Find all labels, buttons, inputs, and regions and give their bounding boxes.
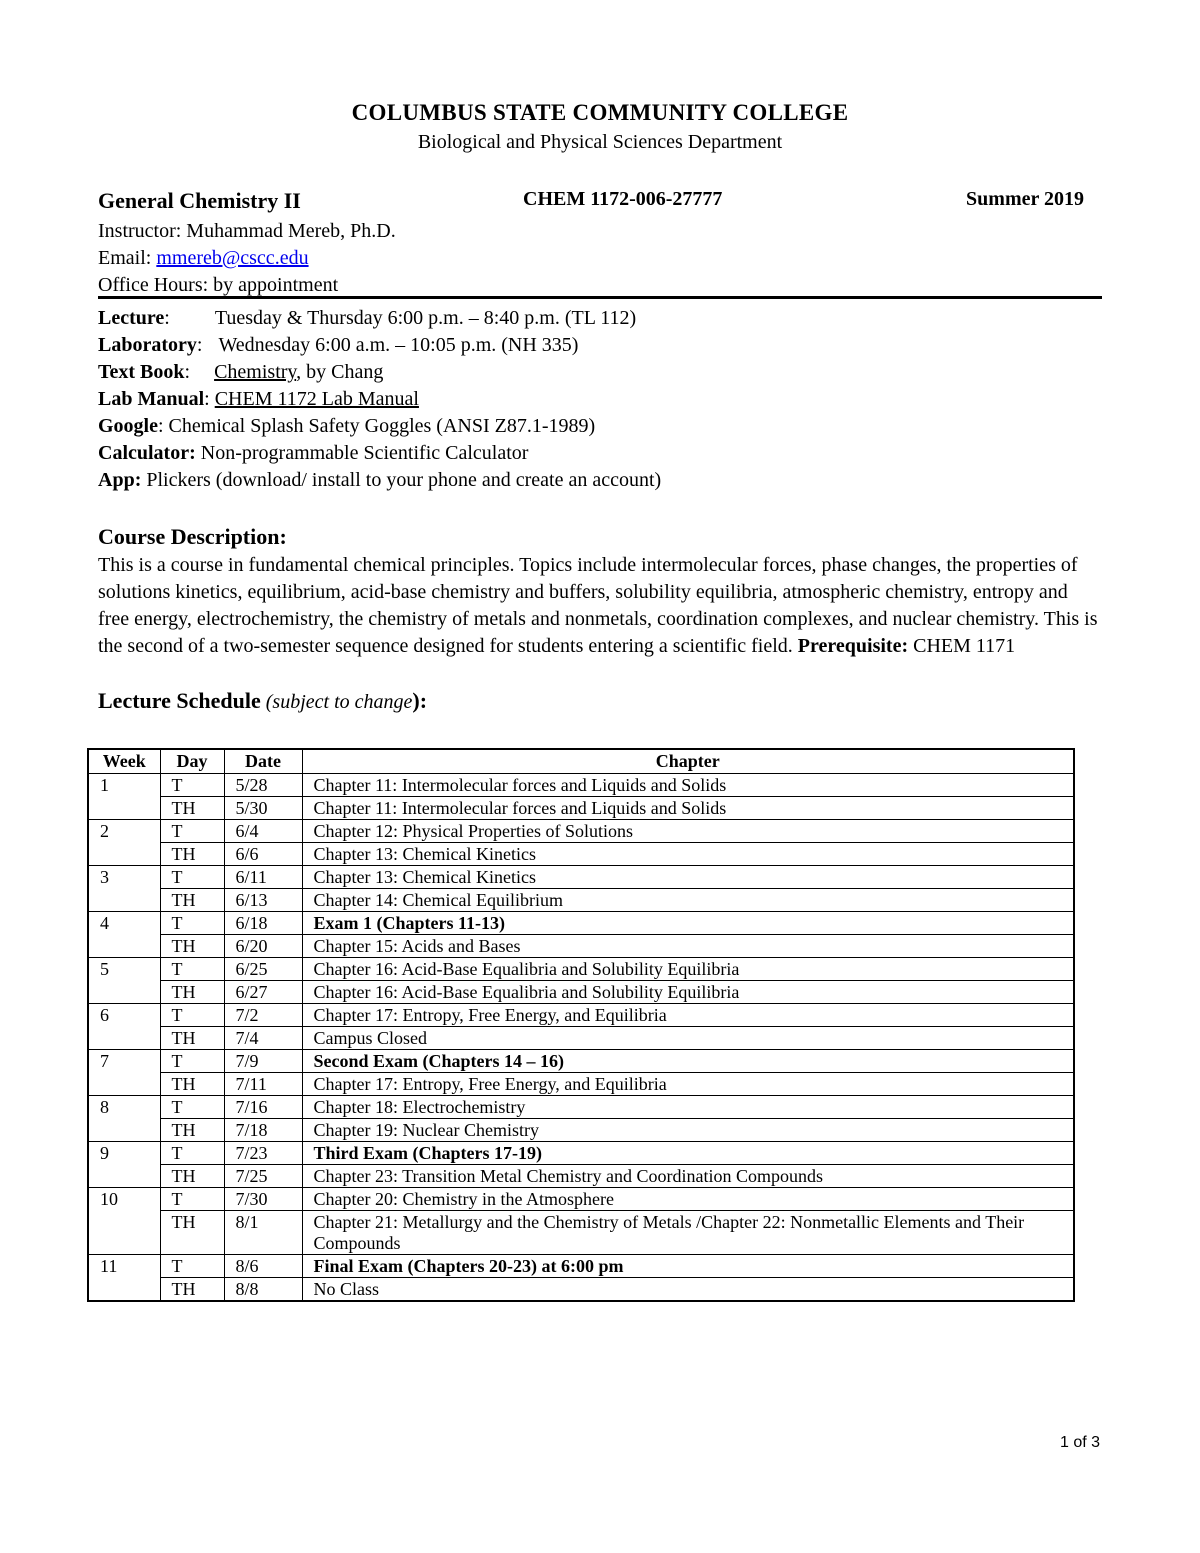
week-cell (88, 935, 160, 958)
week-cell: 8 (88, 1096, 160, 1119)
table-row (88, 1255, 1074, 1278)
textbook-label: Text Book (98, 361, 185, 383)
google-label: Google (98, 415, 158, 437)
lab-manual-sep: : (204, 388, 215, 410)
lecture-value: Tuesday & Thursday 6:00 p.m. – 8:40 p.m. (TL 112) (214, 307, 637, 329)
email-link[interactable]: mmereb@cscc.edu (156, 247, 309, 269)
day-cell: T (160, 1004, 224, 1027)
week-cell: 3 (88, 866, 160, 889)
schedule-title: Lecture Schedule (98, 688, 261, 713)
date-cell: 7/2 (224, 1004, 302, 1027)
week-cell: 6 (88, 1004, 160, 1027)
app-label: App: (98, 469, 142, 491)
day-cell: TH (160, 889, 224, 912)
day-cell: T (160, 774, 224, 797)
date-cell: 6/6 (224, 843, 302, 866)
chapter-cell: Chapter 19: Nuclear Chemistry (302, 1119, 1074, 1142)
table-header-row (88, 749, 1074, 774)
chapter-cell: Chapter 16: Acid-Base Equalibria and Solubility Equilibria (302, 981, 1074, 1004)
course-description-heading: Course Description: (98, 524, 287, 549)
day-cell: TH (160, 843, 224, 866)
week-cell (88, 1073, 160, 1096)
chapter-cell: Chapter 15: Acids and Bases (302, 935, 1074, 958)
day-cell: T (160, 912, 224, 935)
chapter-cell: Chapter 12: Physical Properties of Solutions (302, 820, 1074, 843)
google-value: : Chemical Splash Safety Goggles (ANSI Z87.1-1989) (158, 415, 596, 437)
lab-manual-label: Lab Manual (98, 388, 205, 410)
date-cell: 6/13 (224, 889, 302, 912)
week-cell (88, 843, 160, 866)
college-name: COLUMBUS STATE COMMUNITY COLLEGE (351, 100, 849, 125)
table-row (88, 1211, 1074, 1255)
header-week: Week (88, 749, 160, 774)
chapter-cell: Chapter 17: Entropy, Free Energy, and Equilibria (302, 1073, 1074, 1096)
table-row (88, 889, 1074, 912)
table-row (88, 1050, 1074, 1073)
date-cell: 7/9 (224, 1050, 302, 1073)
google-line (98, 413, 595, 440)
description-body: This is a course in fundamental chemical principles. Topics include intermolecular forces, phase changes, the properties of solutions kinetics, equilibrium, acid-base chemistry and buffers, solubility equilibria, atmospheric chemistry, entropy and free energy, electrochemistry, the chemistry of metals and nonmetals, coordination complexes, and nuclear chemistry. This is the second of a two-semester sequence designed for students entering a scientific field. (98, 554, 1098, 657)
date-cell: 5/30 (224, 797, 302, 820)
chapter-cell: Chapter 13: Chemical Kinetics (302, 843, 1074, 866)
table-row (88, 1004, 1074, 1027)
chapter-cell: Chapter 21: Metallurgy and the Chemistry of Metals /Chapter 22: Nonmetallic Elements and Their Compounds (302, 1211, 1074, 1255)
day-cell: TH (160, 1211, 224, 1255)
lecture-schedule-table (87, 748, 1075, 1302)
textbook-line (98, 359, 383, 386)
chapter-cell: Chapter 11: Intermolecular forces and Liquids and Solids (302, 797, 1074, 820)
day-cell: TH (160, 1278, 224, 1302)
week-cell: 1 (88, 774, 160, 797)
date-cell: 5/28 (224, 774, 302, 797)
chapter-cell: Chapter 23: Transition Metal Chemistry and Coordination Compounds (302, 1165, 1074, 1188)
chapter-cell: Second Exam (Chapters 14 – 16) (302, 1050, 1074, 1073)
day-cell: TH (160, 1165, 224, 1188)
table-row (88, 1027, 1074, 1050)
course-description-text (98, 552, 1098, 660)
schedule-body (88, 774, 1074, 1302)
week-cell (88, 1165, 160, 1188)
table-row (88, 866, 1074, 889)
department-name: Biological and Physical Sciences Department (417, 131, 783, 153)
day-cell: T (160, 1255, 224, 1278)
table-row (88, 797, 1074, 820)
course-title: General Chemistry II (98, 188, 301, 213)
schedule-note-open: ( (260, 691, 273, 713)
course-term: Summer 2019 (966, 188, 1084, 210)
lab-label: Laboratory (98, 334, 197, 356)
week-cell (88, 1211, 160, 1255)
app-value: Plickers (download/ install to your phone and create an account) (141, 469, 662, 491)
date-cell: 8/8 (224, 1278, 302, 1302)
schedule-note: subject to change (272, 691, 413, 713)
header-day: Day (160, 749, 224, 774)
week-cell: 7 (88, 1050, 160, 1073)
instructor-line: Instructor: Muhammad Mereb, Ph.D. (98, 220, 396, 242)
day-cell: TH (160, 981, 224, 1004)
lab-manual-value: CHEM 1172 Lab Manual (214, 388, 419, 410)
table-row (88, 1073, 1074, 1096)
date-cell: 7/11 (224, 1073, 302, 1096)
header-chapter: Chapter (302, 749, 1074, 774)
chapter-cell: Chapter 11: Intermolecular forces and Liquids and Solids (302, 774, 1074, 797)
table-row (88, 1119, 1074, 1142)
day-cell: T (160, 1142, 224, 1165)
date-cell: 6/25 (224, 958, 302, 981)
day-cell: TH (160, 1119, 224, 1142)
week-cell: 2 (88, 820, 160, 843)
header-date: Date (224, 749, 302, 774)
app-line (98, 467, 661, 494)
calculator-label: Calculator: (98, 442, 196, 464)
day-cell: TH (160, 1073, 224, 1096)
textbook-title: Chemistry (214, 361, 297, 383)
week-cell: 4 (88, 912, 160, 935)
week-cell (88, 889, 160, 912)
textbook-sep: : (184, 361, 191, 383)
table-row (88, 1165, 1074, 1188)
lab-value: Wednesday 6:00 a.m. – 10:05 p.m. (NH 335) (218, 334, 579, 356)
table-row (88, 912, 1074, 935)
day-cell: T (160, 1096, 224, 1119)
date-cell: 8/6 (224, 1255, 302, 1278)
date-cell: 6/18 (224, 912, 302, 935)
date-cell: 7/25 (224, 1165, 302, 1188)
email-line (98, 245, 309, 271)
textbook-author: , by Chang (296, 361, 384, 383)
lecture-schedule-heading (98, 688, 427, 714)
lecture-line (98, 305, 636, 332)
day-cell: TH (160, 797, 224, 820)
week-cell (88, 1119, 160, 1142)
chapter-cell: Third Exam (Chapters 17-19) (302, 1142, 1074, 1165)
table-row (88, 935, 1074, 958)
table-row (88, 843, 1074, 866)
chapter-cell: Chapter 16: Acid-Base Equalibria and Solubility Equilibria (302, 958, 1074, 981)
day-cell: T (160, 958, 224, 981)
course-header-line (98, 188, 1084, 216)
date-cell: 6/4 (224, 820, 302, 843)
table-row (88, 981, 1074, 1004)
day-cell: T (160, 820, 224, 843)
header-divider (98, 296, 1102, 299)
date-cell: 7/23 (224, 1142, 302, 1165)
table-row (88, 1278, 1074, 1302)
calculator-value: Non-programmable Scientific Calculator (195, 442, 529, 464)
table-row (88, 958, 1074, 981)
week-cell (88, 1278, 160, 1302)
email-label: Email: (98, 247, 157, 269)
chapter-cell: Chapter 18: Electrochemistry (302, 1096, 1074, 1119)
date-cell: 6/27 (224, 981, 302, 1004)
day-cell: T (160, 1188, 224, 1211)
lab-sep: : (196, 334, 203, 356)
lab-line (98, 332, 578, 359)
lecture-label: Lecture (98, 307, 165, 329)
day-cell: T (160, 866, 224, 889)
date-cell: 8/1 (224, 1211, 302, 1255)
date-cell: 7/30 (224, 1188, 302, 1211)
table-row (88, 820, 1074, 843)
lecture-sep: : (164, 307, 170, 329)
date-cell: 7/4 (224, 1027, 302, 1050)
chapter-cell: No Class (302, 1278, 1074, 1302)
day-cell: T (160, 1050, 224, 1073)
schedule-note-close: ): (412, 688, 428, 713)
day-cell: TH (160, 1027, 224, 1050)
chapter-cell: Final Exam (Chapters 20-23) at 6:00 pm (302, 1255, 1074, 1278)
course-code: CHEM 1172-006-27777 (523, 188, 723, 210)
chapter-cell: Chapter 17: Entropy, Free Energy, and Equilibria (302, 1004, 1074, 1027)
date-cell: 6/20 (224, 935, 302, 958)
week-cell (88, 981, 160, 1004)
chapter-cell: Chapter 14: Chemical Equilibrium (302, 889, 1074, 912)
table-row (88, 1142, 1074, 1165)
date-cell: 7/18 (224, 1119, 302, 1142)
week-cell: 5 (88, 958, 160, 981)
date-cell: 7/16 (224, 1096, 302, 1119)
prerequisite-value: CHEM 1171 (908, 635, 1016, 657)
table-row (88, 1188, 1074, 1211)
chapter-cell: Chapter 20: Chemistry in the Atmosphere (302, 1188, 1074, 1211)
date-cell: 6/11 (224, 866, 302, 889)
office-hours-line: Office Hours: by appointment (98, 274, 339, 296)
table-row (88, 1096, 1074, 1119)
week-cell: 10 (88, 1188, 160, 1211)
table-row (88, 774, 1074, 797)
day-cell: TH (160, 935, 224, 958)
calculator-line (98, 440, 528, 467)
prerequisite-label: Prerequisite: (797, 635, 909, 657)
chapter-cell: Exam 1 (Chapters 11-13) (302, 912, 1074, 935)
week-cell: 9 (88, 1142, 160, 1165)
chapter-cell: Campus Closed (302, 1027, 1074, 1050)
week-cell (88, 797, 160, 820)
week-cell (88, 1027, 160, 1050)
week-cell: 11 (88, 1255, 160, 1278)
lab-manual-line (98, 386, 419, 413)
page-number: 1 of 3 (1059, 1434, 1100, 1451)
chapter-cell: Chapter 13: Chemical Kinetics (302, 866, 1074, 889)
